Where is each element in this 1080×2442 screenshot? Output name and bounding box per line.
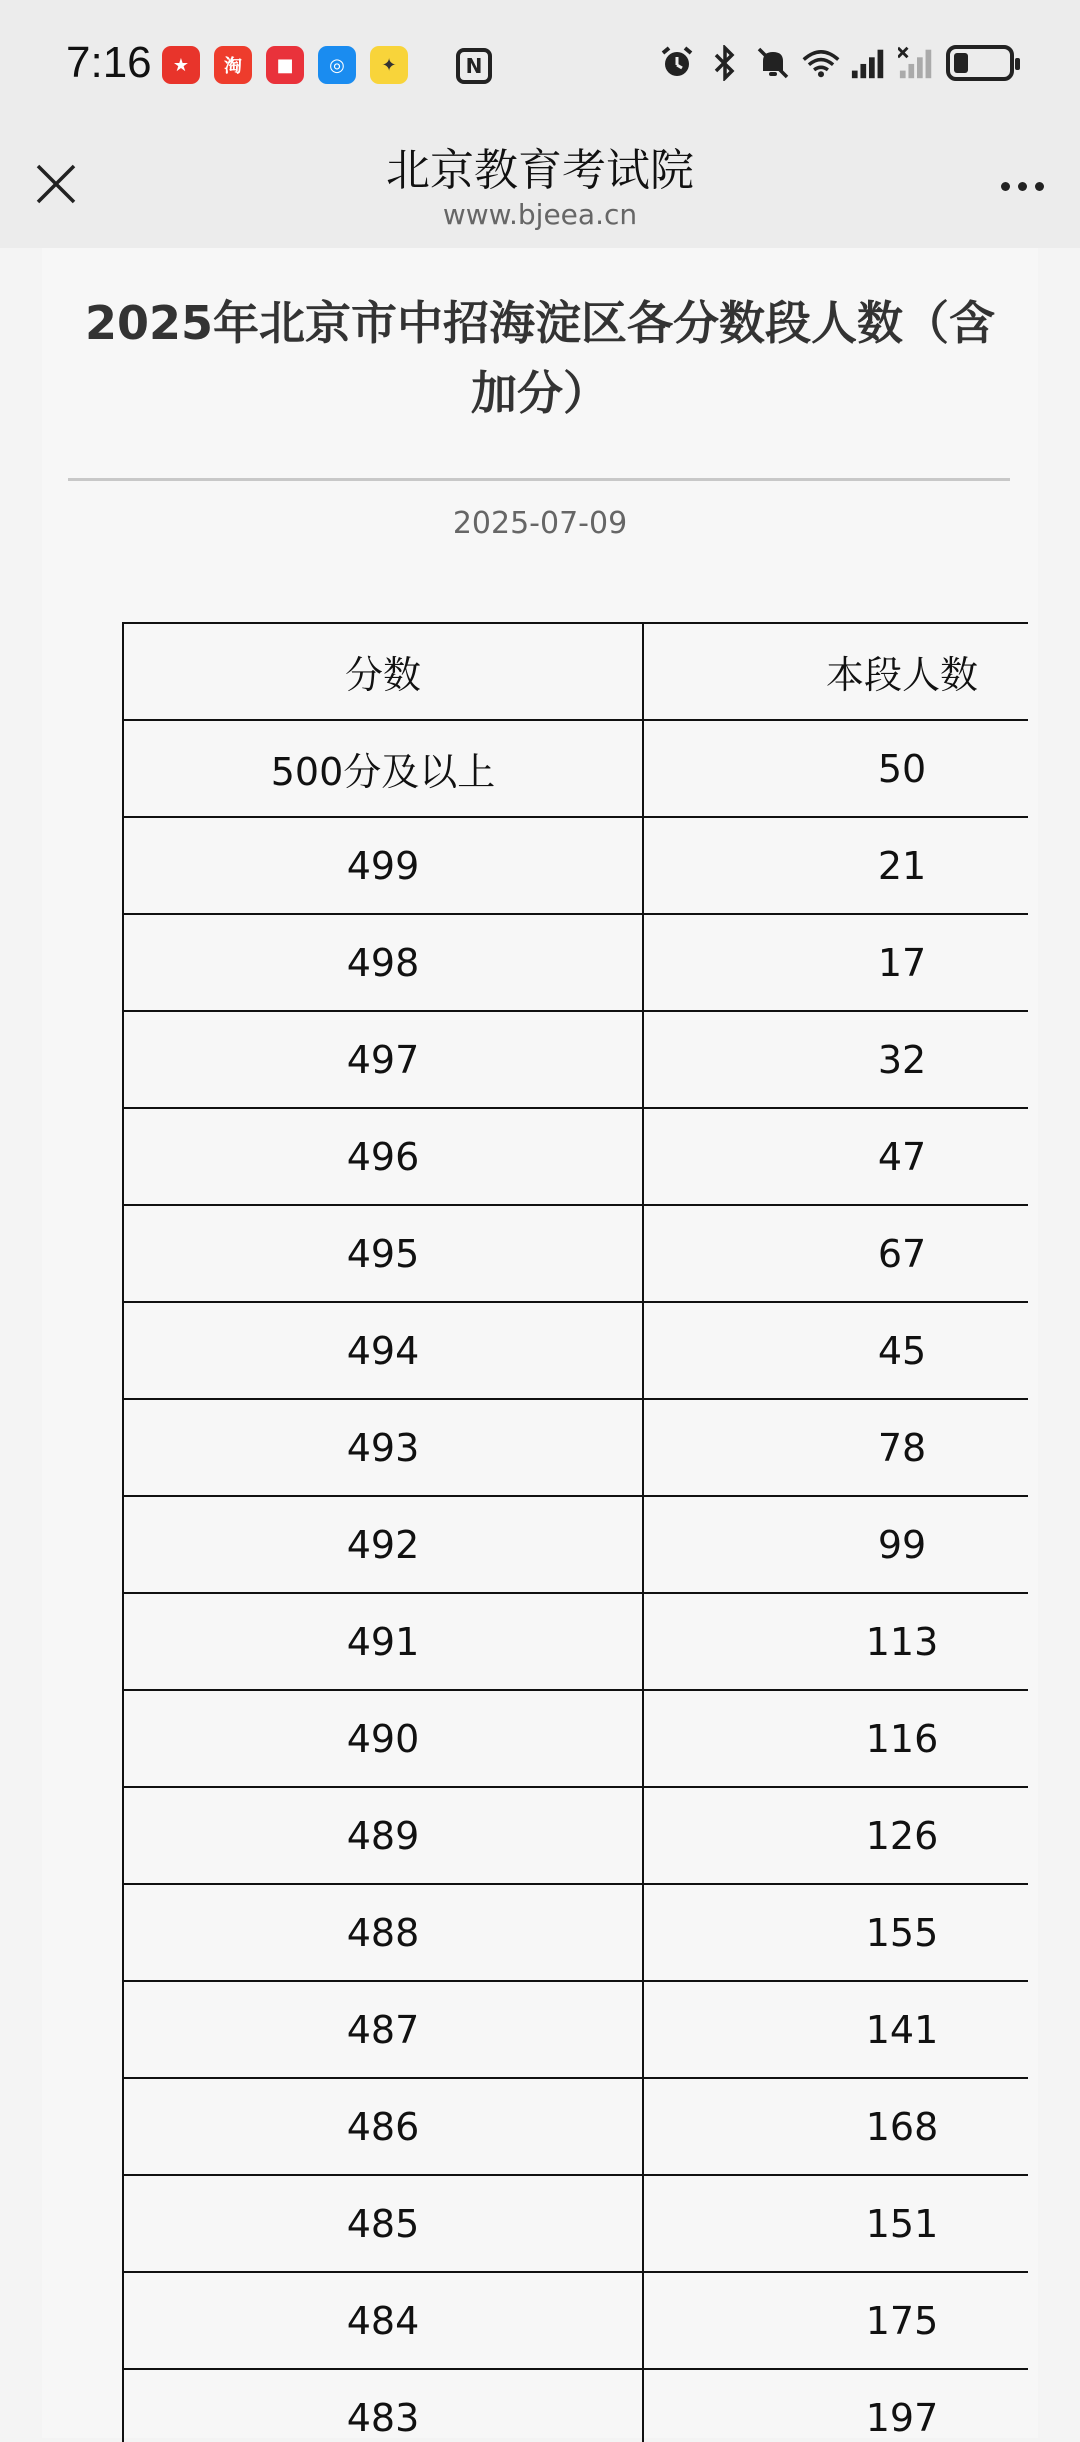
count-cell: 32 [643, 1011, 1028, 1108]
more-dot-icon [1001, 182, 1010, 191]
notification-icons [162, 46, 408, 84]
table-row [123, 2369, 1028, 2442]
header-score: 分数 [123, 623, 643, 720]
table-header-row [123, 623, 1028, 720]
status-time: 7:16 [66, 38, 152, 87]
count-cell: 151 [643, 2175, 1028, 2272]
count-cell: 197 [643, 2369, 1028, 2442]
bluetooth-icon [706, 44, 744, 82]
table-row [123, 1884, 1028, 1981]
count-cell: 78 [643, 1399, 1028, 1496]
signal-off-icon [898, 44, 936, 82]
count-cell: 17 [643, 914, 1028, 1011]
score-cell: 483 [123, 2369, 643, 2442]
score-cell: 485 [123, 2175, 643, 2272]
table-row [123, 1399, 1028, 1496]
table-row [123, 2175, 1028, 2272]
count-cell: 99 [643, 1496, 1028, 1593]
status-bar [0, 0, 1080, 128]
huawei-store-app-icon: ■ [266, 46, 304, 84]
count-cell: 168 [643, 2078, 1028, 2175]
count-cell: 113 [643, 1593, 1028, 1690]
article-content [42, 248, 1038, 2438]
table-row [123, 1108, 1028, 1205]
browser-app-icon: ◎ [318, 46, 356, 84]
count-cell: 116 [643, 1690, 1028, 1787]
score-table [122, 622, 1028, 2442]
score-cell: 492 [123, 1496, 643, 1593]
page-title: 北京教育考试院 [386, 145, 694, 196]
table-row [123, 1302, 1028, 1399]
table-row [123, 1011, 1028, 1108]
score-cell: 489 [123, 1787, 643, 1884]
score-cell: 499 [123, 817, 643, 914]
table-row [123, 2272, 1028, 2369]
score-cell: 487 [123, 1981, 643, 2078]
article-title: 2025年北京市中招海淀区各分数段人数（含加分） [84, 296, 996, 420]
table-row [123, 2078, 1028, 2175]
count-cell: 21 [643, 817, 1028, 914]
table-row [123, 1787, 1028, 1884]
score-cell: 491 [123, 1593, 643, 1690]
score-cell: 500分及以上 [123, 720, 643, 817]
more-dot-icon [1018, 182, 1027, 191]
score-cell: 496 [123, 1108, 643, 1205]
count-cell: 45 [643, 1302, 1028, 1399]
title-divider [68, 478, 1010, 481]
count-cell: 47 [643, 1108, 1028, 1205]
score-cell: 488 [123, 1884, 643, 1981]
count-cell: 175 [643, 2272, 1028, 2369]
table-row [123, 914, 1028, 1011]
score-cell: 497 [123, 1011, 643, 1108]
count-cell: 67 [643, 1205, 1028, 1302]
count-cell: 126 [643, 1787, 1028, 1884]
article-date: 2025-07-09 [452, 506, 628, 541]
score-cell: 494 [123, 1302, 643, 1399]
score-cell: 484 [123, 2272, 643, 2369]
score-cell: 490 [123, 1690, 643, 1787]
mute-icon [754, 44, 792, 82]
header-count: 本段人数 [643, 623, 1028, 720]
count-cell: 141 [643, 1981, 1028, 2078]
score-cell: 493 [123, 1399, 643, 1496]
system-icons [658, 44, 1014, 82]
score-cell: 486 [123, 2078, 643, 2175]
battery-icon [946, 45, 1014, 81]
score-cell: 498 [123, 914, 643, 1011]
taobao-app-icon: 淘 [214, 46, 252, 84]
page-url: www.bjeea.cn [442, 198, 638, 231]
score-cell: 495 [123, 1205, 643, 1302]
table-row [123, 1496, 1028, 1593]
wifi-icon [802, 44, 840, 82]
score-table-container[interactable] [122, 622, 1028, 2442]
table-row [123, 720, 1028, 817]
nfc-icon: N [456, 48, 492, 84]
red-envelope-app-icon: ★ [162, 46, 200, 84]
table-row [123, 1205, 1028, 1302]
count-cell: 50 [643, 720, 1028, 817]
table-row [123, 1593, 1028, 1690]
more-options-button[interactable] [986, 156, 1058, 216]
mascot-app-icon: ✦ [370, 46, 408, 84]
table-row [123, 1981, 1028, 2078]
table-row [123, 817, 1028, 914]
more-dot-icon [1035, 182, 1044, 191]
browser-nav-bar [0, 128, 1080, 248]
signal-icon [850, 44, 888, 82]
count-cell: 155 [643, 1884, 1028, 1981]
alarm-icon [658, 44, 696, 82]
table-row [123, 1690, 1028, 1787]
